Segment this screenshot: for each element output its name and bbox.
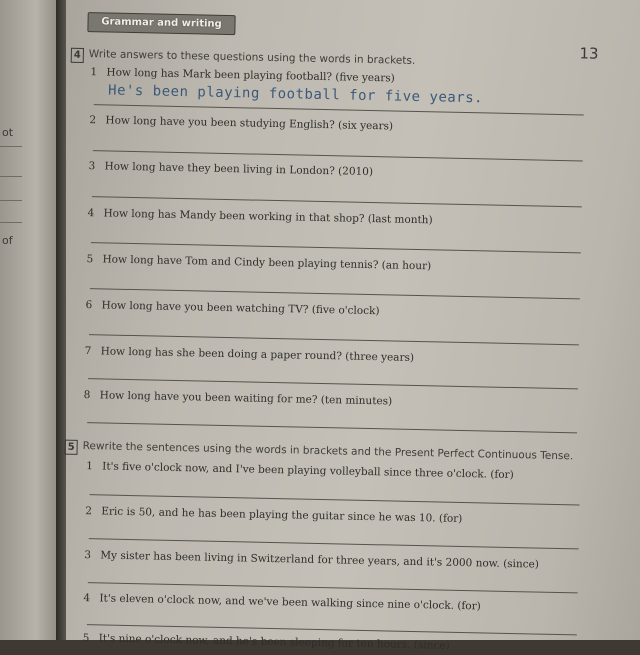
question-text: It's eleven o'clock now, and we've been walking since nine o'clock. (for) <box>99 592 481 613</box>
question <box>85 505 462 525</box>
question <box>86 253 431 272</box>
question <box>87 207 432 226</box>
question-text: How long has she been doing a paper round? (three years) <box>100 345 415 364</box>
answer-line <box>89 334 579 345</box>
left-page-fragment: ot <box>2 126 14 139</box>
question <box>83 592 481 612</box>
question-number: 4 <box>83 592 91 605</box>
answer-line <box>87 422 577 433</box>
question <box>85 299 379 317</box>
question <box>86 460 514 481</box>
question-number: 5 <box>86 253 94 266</box>
exercise-number: 4 <box>71 48 84 63</box>
left-page-rule <box>0 176 22 177</box>
exercise-instruction: Write answers to these questions using the words in brackets. <box>88 48 416 67</box>
question-text: It's five o'clock now, and I've been playing volleyball since three o'clock. (for) <box>102 460 514 482</box>
question <box>88 160 373 178</box>
question <box>89 114 393 132</box>
question <box>90 66 395 84</box>
question-text: My sister has been living in Switzerland for three years, and it's 2000 now. (since) <box>100 549 540 571</box>
handwritten-answer: He's been playing football for five years. <box>107 82 484 107</box>
answer-line <box>88 582 578 593</box>
question-number: 1 <box>90 66 98 79</box>
answer-line <box>90 288 580 299</box>
question <box>84 549 539 571</box>
question <box>84 389 393 407</box>
question-text: How long have you been watching TV? (five o'clock) <box>101 299 380 318</box>
question-number: 1 <box>86 460 94 473</box>
question-number: 3 <box>84 549 92 562</box>
left-page-rule <box>0 200 22 201</box>
question-number: 8 <box>83 389 91 402</box>
left-page-fragment: of <box>2 234 13 247</box>
question <box>85 345 415 364</box>
question-text: How long have you been studying English? (six years) <box>105 114 394 133</box>
left-page-rule <box>0 222 22 223</box>
question-number: 2 <box>89 114 97 127</box>
question-number: 7 <box>84 345 92 358</box>
question-text: It's nine o'clock now, and he's been sleeping for ten hours. (since) <box>98 632 450 652</box>
question-number: 2 <box>85 505 93 518</box>
question-number: 4 <box>87 207 95 220</box>
question-text: Eric is 50, and he has been playing the guitar since he was 10. (for) <box>101 505 463 525</box>
exercise-instruction: Rewrite the sentences using the words in brackets and the Present Perfect Continuous Tense. <box>82 440 574 463</box>
question <box>83 632 450 652</box>
answer-line <box>89 538 579 549</box>
section-title: Grammar and writing <box>87 12 235 35</box>
question-number: 6 <box>85 299 93 312</box>
answer-line <box>88 378 578 389</box>
workbook-page <box>66 0 640 652</box>
question-number: 3 <box>88 160 96 173</box>
question-text: How long have Tom and Cindy been playing tennis? (an hour) <box>102 253 432 273</box>
answer-line <box>94 104 584 115</box>
question-text: How long have they been living in London? (2010) <box>104 160 374 179</box>
question-text: How long have you been waiting for me? (ten minutes) <box>99 389 393 408</box>
question-number: 5 <box>82 632 90 645</box>
answer-line <box>90 494 580 505</box>
left-page-rule <box>0 146 22 147</box>
left-page <box>0 0 60 640</box>
exercise-number: 5 <box>64 440 77 455</box>
question-text: How long has Mark been playing football? (five years) <box>106 66 395 85</box>
answer-line <box>92 196 582 207</box>
answer-line <box>93 150 583 161</box>
question-text: How long has Mandy been working in that shop? (last month) <box>103 207 433 227</box>
page-number: 13 <box>579 44 599 63</box>
answer-line <box>91 242 581 253</box>
